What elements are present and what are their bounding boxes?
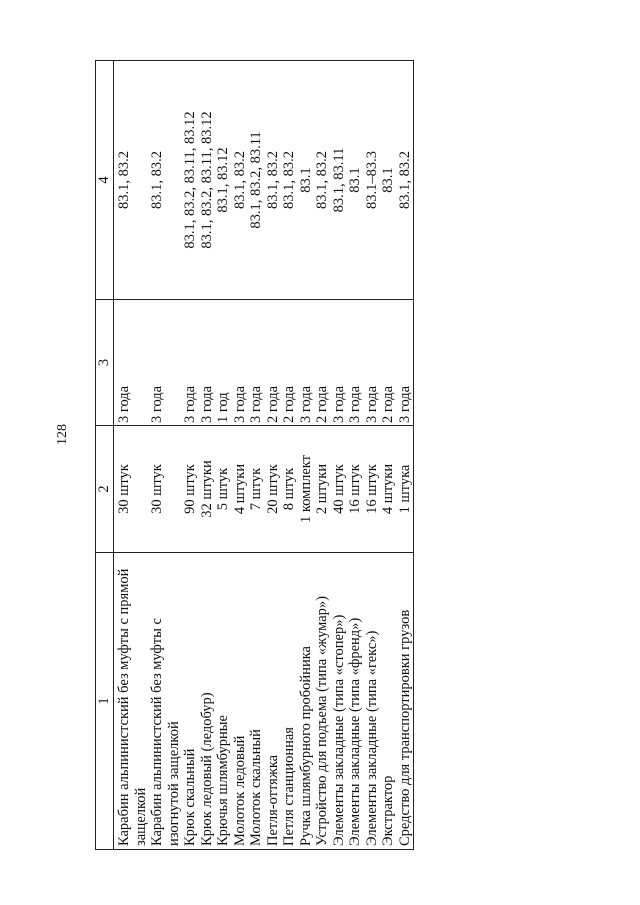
- code-cell: 83.1, 83.12: [215, 61, 232, 300]
- item-name-cell: Элементы закладные (типа «стопер»): [331, 553, 348, 850]
- service-life-cell: 1 год: [215, 300, 232, 426]
- table-row: [149, 61, 182, 850]
- item-name-cell: Карабин альпинистский без муфты с изогнутой защелкой: [149, 553, 182, 850]
- code-cell: 83.1, 83.2: [265, 61, 282, 300]
- service-life-cell: 2 года: [281, 300, 298, 426]
- quantity-cell: 90 штук: [182, 426, 199, 553]
- table-row: [331, 61, 348, 850]
- table-row: [298, 61, 315, 850]
- quantity-cell: 40 штук: [331, 426, 348, 553]
- service-life-cell: 3 года: [114, 300, 150, 426]
- item-name-cell: Экстрактор: [380, 553, 397, 850]
- code-cell: 83.1: [298, 61, 315, 300]
- table-row: [397, 61, 414, 850]
- equipment-table: [95, 60, 414, 850]
- column-header-3: 3: [96, 300, 114, 426]
- quantity-cell: 20 штук: [265, 426, 282, 553]
- column-header-2: 2: [96, 426, 114, 553]
- item-name-cell: Средство для транспортировки грузов: [397, 553, 414, 850]
- code-cell: 83.1, 83.2: [149, 61, 182, 300]
- service-life-cell: 3 года: [248, 300, 265, 426]
- item-name-cell: Петля станционная: [281, 553, 298, 850]
- quantity-cell: 30 штук: [149, 426, 182, 553]
- service-life-cell: 3 года: [331, 300, 348, 426]
- quantity-cell: 5 штук: [215, 426, 232, 553]
- table-row: [215, 61, 232, 850]
- item-name-cell: Крючья шлямбурные: [215, 553, 232, 850]
- table-row: [347, 61, 364, 850]
- quantity-cell: 16 штук: [347, 426, 364, 553]
- code-cell: 83.1, 83.2, 83.11: [248, 61, 265, 300]
- table-row: [380, 61, 397, 850]
- service-life-cell: 3 года: [397, 300, 414, 426]
- item-name-cell: Молоток скальный: [248, 553, 265, 850]
- item-name-cell: Крюк ледовый (ледобур): [199, 553, 216, 850]
- rotated-table-container: [95, 60, 425, 850]
- item-name-cell: Ручка шлямбурного пробойника: [298, 553, 315, 850]
- code-cell: 83.1, 83.2, 83.11, 83.12: [199, 61, 216, 300]
- quantity-cell: 7 штук: [248, 426, 265, 553]
- code-cell: 83.1, 83.2: [281, 61, 298, 300]
- quantity-cell: 32 штуки: [199, 426, 216, 553]
- item-name-cell: Элементы закладные (типа «гекс»): [364, 553, 381, 850]
- item-name-cell: Молоток ледовый: [232, 553, 249, 850]
- code-cell: 83.1, 83.2: [314, 61, 331, 300]
- quantity-cell: 30 штук: [114, 426, 150, 553]
- service-life-cell: 2 года: [265, 300, 282, 426]
- service-life-cell: 3 года: [298, 300, 315, 426]
- column-header-4: 4: [96, 61, 114, 300]
- service-life-cell: 3 года: [347, 300, 364, 426]
- quantity-cell: 2 штуки: [314, 426, 331, 553]
- service-life-cell: 3 года: [232, 300, 249, 426]
- service-life-cell: 2 года: [380, 300, 397, 426]
- code-cell: 83.1, 83.2: [397, 61, 414, 300]
- service-life-cell: 3 года: [364, 300, 381, 426]
- code-cell: 83.1: [380, 61, 397, 300]
- service-life-cell: 3 года: [199, 300, 216, 426]
- code-cell: 83.1–83.3: [364, 61, 381, 300]
- table-header-row: [96, 61, 114, 850]
- item-name-cell: Устройство для подъема (типа «жумар»): [314, 553, 331, 850]
- service-life-cell: 2 года: [314, 300, 331, 426]
- table-row: [265, 61, 282, 850]
- code-cell: 83.1, 83.2: [232, 61, 249, 300]
- table-row: [199, 61, 216, 850]
- quantity-cell: 4 штуки: [232, 426, 249, 553]
- quantity-cell: 8 штук: [281, 426, 298, 553]
- code-cell: 83.1, 83.2: [114, 61, 150, 300]
- table-row: [232, 61, 249, 850]
- item-name-cell: Карабин альпинистский без муфты с прямой защелкой: [114, 553, 150, 850]
- service-life-cell: 3 года: [182, 300, 199, 426]
- code-cell: 83.1, 83.2, 83.11, 83.12: [182, 61, 199, 300]
- page-number: 128: [55, 424, 70, 445]
- quantity-cell: 16 штук: [364, 426, 381, 553]
- quantity-cell: 1 комплект: [298, 426, 315, 553]
- item-name-cell: Крюк скальный: [182, 553, 199, 850]
- quantity-cell: 1 штука: [397, 426, 414, 553]
- table-body: [114, 61, 414, 850]
- code-cell: 83.1, 83.11: [331, 61, 348, 300]
- table-row: [281, 61, 298, 850]
- code-cell: 83.1: [347, 61, 364, 300]
- column-header-1: 1: [96, 553, 114, 850]
- item-name-cell: Петля-оттяжка: [265, 553, 282, 850]
- table-row: [248, 61, 265, 850]
- service-life-cell: 3 года: [149, 300, 182, 426]
- table-row: [114, 61, 150, 850]
- table-row: [314, 61, 331, 850]
- quantity-cell: 4 штуки: [380, 426, 397, 553]
- table-row: [182, 61, 199, 850]
- item-name-cell: Элементы закладные (типа «френд»): [347, 553, 364, 850]
- table-row: [364, 61, 381, 850]
